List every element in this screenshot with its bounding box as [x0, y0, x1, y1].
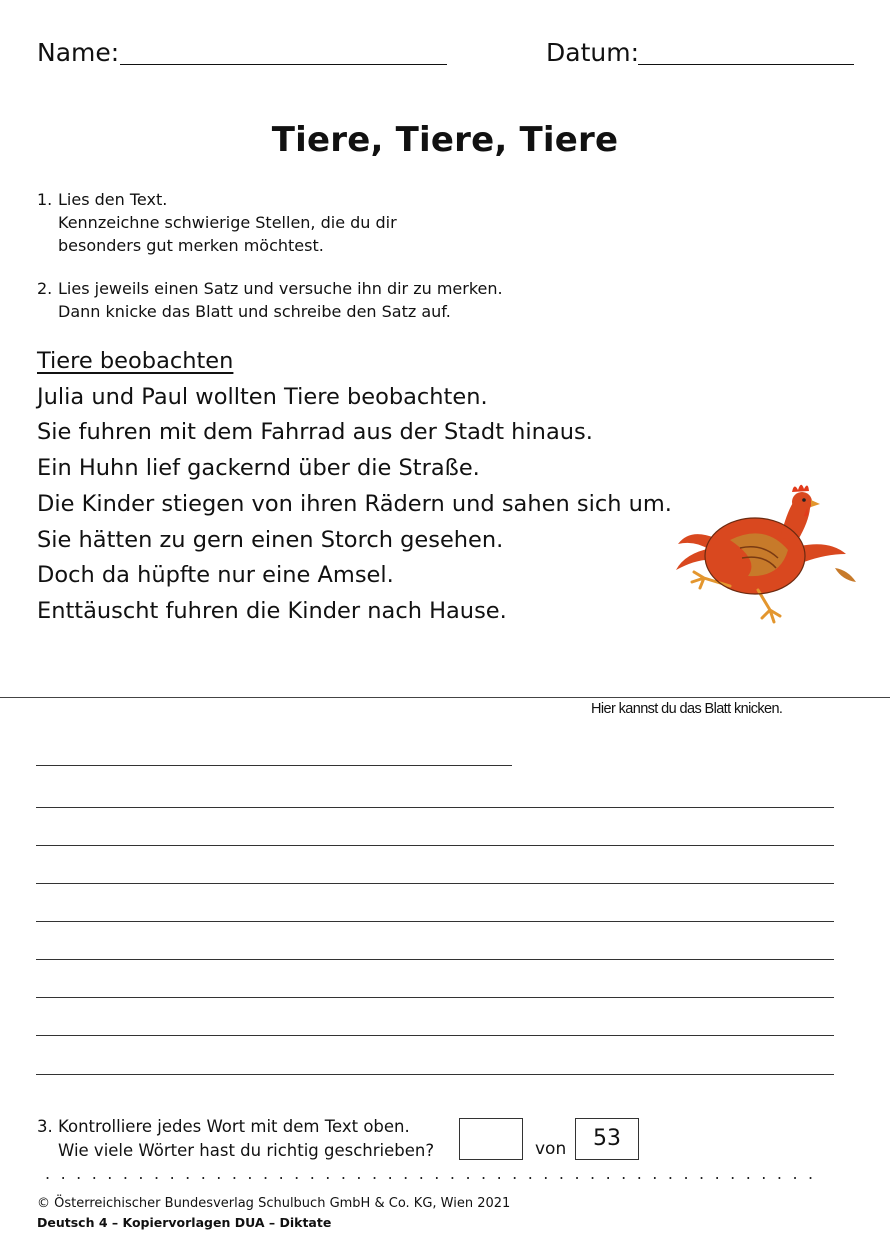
story-sentence: Julia und Paul wollten Tiere beobachten.: [37, 383, 488, 410]
fold-label: Hier kannst du das Blatt knicken.: [591, 701, 783, 717]
chicken-head: [792, 492, 812, 512]
von-label: von: [535, 1139, 567, 1159]
task-text: Lies den Text.: [58, 190, 168, 209]
writing-line[interactable]: [36, 1074, 834, 1075]
task-number: 3.: [37, 1117, 53, 1136]
footer-book: Deutsch 4 – Kopiervorlagen DUA – Diktate: [37, 1215, 332, 1230]
date-label: Datum:: [546, 38, 639, 67]
story-title: Tiere beobachten: [37, 348, 234, 374]
writing-line[interactable]: [36, 997, 834, 998]
task-3: [37, 1115, 434, 1163]
task-number: 2.: [37, 279, 53, 298]
date-field[interactable]: [638, 64, 854, 65]
page-title: Tiere, Tiere, Tiere: [271, 120, 619, 160]
chicken-illustration: [670, 478, 860, 628]
task-text: besonders gut merken möchtest.: [58, 236, 324, 255]
task-text: Kontrolliere jedes Wort mit dem Text oben.: [58, 1117, 410, 1136]
chicken-leg: [758, 590, 780, 622]
total-words-box: 53: [575, 1118, 639, 1160]
story-sentence: Doch da hüpfte nur eine Amsel.: [37, 562, 394, 589]
fold-line: [0, 697, 890, 698]
writing-line[interactable]: [36, 1035, 834, 1036]
chicken-wing-tip: [800, 544, 846, 562]
story-sentence: Enttäuscht fuhren die Kinder nach Hause.: [37, 597, 507, 624]
chicken-beak: [811, 500, 820, 507]
task-text: Wie viele Wörter hast du richtig geschrieben?: [58, 1141, 435, 1160]
writing-line[interactable]: [36, 959, 834, 960]
writing-line[interactable]: [36, 765, 512, 766]
story-sentence: Sie fuhren mit dem Fahrrad aus der Stadt hinaus.: [37, 419, 593, 446]
task-text: Kennzeichne schwierige Stellen, die du dir: [58, 213, 397, 232]
name-label: Name:: [37, 38, 120, 67]
task-number: 1.: [37, 190, 53, 209]
task-text: Lies jeweils einen Satz und versuche ihn dir zu merken.: [58, 279, 503, 298]
feather: [835, 568, 856, 582]
correct-words-box[interactable]: [459, 1118, 523, 1160]
story-text: [37, 344, 672, 630]
writing-line[interactable]: [36, 807, 834, 808]
chicken-comb: [792, 485, 809, 492]
writing-line[interactable]: [36, 921, 834, 922]
task-text: Dann knicke das Blatt und schreibe den Satz auf.: [58, 302, 451, 321]
writing-line[interactable]: [36, 883, 834, 884]
story-sentence: Sie hätten zu gern einen Storch gesehen.: [37, 526, 504, 553]
dotted-separator: . . . . . . . . . . . . . . . . . . . . . . . . . . . . . . . . . . . . . . . . . . . . . . . . . .: [45, 1164, 816, 1183]
footer-copyright: © Österreichischer Bundesverlag Schulbuch GmbH & Co. KG, Wien 2021: [37, 1196, 511, 1211]
chicken-eye: [802, 498, 806, 502]
story-sentence: Ein Huhn lief gackernd über die Straße.: [37, 455, 480, 482]
story-sentence: Die Kinder stiegen von ihren Rädern und sahen sich um.: [37, 490, 672, 517]
task-1: [37, 188, 397, 257]
writing-line[interactable]: [36, 845, 834, 846]
task-2: [37, 277, 503, 323]
name-field[interactable]: [120, 64, 447, 65]
